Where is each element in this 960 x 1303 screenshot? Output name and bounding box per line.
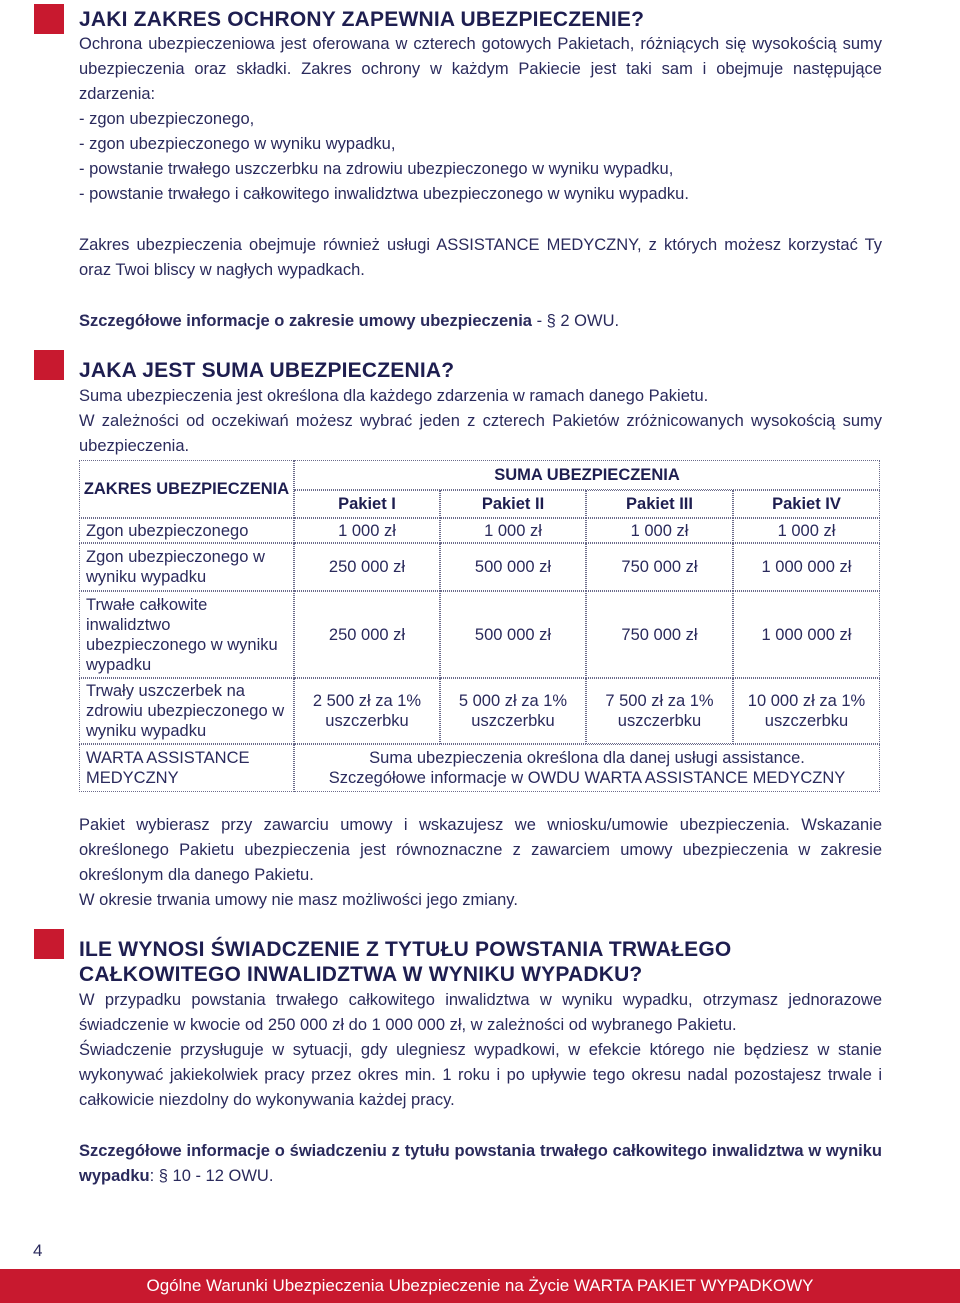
footer-text: Ogólne Warunki Ubezpieczenia Ubezpieczenie na Życie WARTA PAKIET WYPADKOWY — [146, 1276, 814, 1295]
table-cell: 500 000 zł — [440, 543, 586, 591]
list-item: - powstanie trwałego uszczerbku na zdrowiu ubezpieczonego w wyniku wypadku, — [79, 160, 674, 178]
sum-line-2: W zależności od oczekiwań możesz wybrać jeden z czterech Pakietów zróżnicowanych wysokością sumy ubezpieczenia. — [79, 412, 882, 455]
table-cell: 1 000 zł — [733, 518, 880, 543]
package-header-4: Pakiet IV — [733, 490, 880, 518]
table-cell: 750 000 zł — [586, 591, 733, 678]
benefit-section-body — [79, 988, 882, 1113]
package-header-2: Pakiet II — [440, 490, 586, 518]
table-cell: 750 000 zł — [586, 543, 733, 591]
heading-line-2: CAŁKOWITEGO INWALIDZTWA W WYNIKU WYPADKU? — [79, 963, 643, 986]
benefit-paragraph-1: W przypadku powstania trwałego całkowitego inwalidztwa w wyniku wypadku, otrzymasz jednorazowe świadczenie w kwocie od 250 000 zł do 1 000 000 zł, w zależności od wybranego Pakietu. — [79, 991, 882, 1034]
details-ref-text: - § 2 OWU. — [531, 312, 620, 330]
table-cell: 1 000 zł — [586, 518, 733, 543]
assistance-text-1: Suma ubezpieczenia określona dla danej usługi assistance. — [369, 749, 805, 767]
footer-bar — [0, 1269, 960, 1303]
section-marker — [34, 4, 64, 34]
benefit-details-reference — [79, 1139, 882, 1189]
table-cell: 1 000 000 zł — [733, 591, 880, 678]
details-bold-text: Szczegółowe informacje o świadczeniu z tytułu powstania trwałego całkowitego inwalidztwa w wyniku wypadku — [79, 1142, 882, 1185]
table-header-scope: ZAKRES UBEZPIECZENIA — [79, 460, 294, 518]
table-cell: 2 500 zł za 1% uszczerbku — [294, 678, 440, 744]
list-item: - powstanie trwałego i całkowitego inwalidztwa ubezpieczonego w wyniku wypadku. — [79, 185, 689, 203]
section-marker — [34, 350, 64, 380]
assistance-text-2: Szczegółowe informacje w OWDU WARTA ASSISTANCE MEDYCZNY — [328, 769, 846, 787]
package-header-1: Pakiet I — [294, 490, 440, 518]
row-label: Zgon ubezpieczonego w wyniku wypadku — [79, 543, 294, 591]
list-item: - zgon ubezpieczonego w wyniku wypadku, — [79, 135, 396, 153]
row-label: Zgon ubezpieczonego — [79, 518, 294, 543]
section-heading-sum: JAKA JEST SUMA UBEZPIECZENIA? — [79, 359, 455, 382]
details-ref-text: : § 10 - 12 OWU. — [149, 1167, 274, 1185]
row-label: Trwały uszczerbek na zdrowiu ubezpieczonego w wyniku wypadku — [79, 678, 294, 744]
table-cell: 250 000 zł — [294, 591, 440, 678]
list-item: - zgon ubezpieczonego, — [79, 110, 255, 128]
sum-line-1: Suma ubezpieczenia jest określona dla każdego zdarzenia w ramach danego Pakietu. — [79, 387, 709, 405]
package-header-3: Pakiet III — [586, 490, 733, 518]
page-number: 4 — [33, 1241, 43, 1260]
benefit-paragraph-2: Świadczenie przysługuje w sytuacji, gdy ulegniesz wypadkowi, w efekcie którego nie będziesz w stanie wykonywać jakiekolwiek pracy przez okres min. 1 roku i po upływie tego okresu nadal pozostajesz trwale i całkowicie niezdolny do wykonywania każdej pracy. — [79, 1041, 882, 1109]
table-header-sum: SUMA UBEZPIECZENIA — [294, 460, 880, 490]
package-choice-body — [79, 813, 882, 913]
package-choice-paragraph: Pakiet wybierasz przy zawarciu umowy i wskazujesz we wniosku/umowie ubezpieczenia. Wskazanie określonego Pakietu ubezpieczenia jest równoznaczne z zawarciem umowy ubezpieczenia w zakresie określonym dla danego Pakietu. — [79, 816, 882, 884]
section-heading-scope: JAKI ZAKRES OCHRONY ZAPEWNIA UBEZPIECZENIE? — [79, 8, 645, 31]
sum-insured-table — [79, 460, 880, 792]
table-cell: 1 000 zł — [294, 518, 440, 543]
table-cell: 10 000 zł za 1% uszczerbku — [733, 678, 880, 744]
row-label: WARTA ASSISTANCE MEDYCZNY — [79, 744, 294, 792]
table-cell: 7 500 zł za 1% uszczerbku — [586, 678, 733, 744]
scope-details-reference — [79, 309, 882, 334]
assistance-paragraph: Zakres ubezpieczenia obejmuje również usługi ASSISTANCE MEDYCZNY, z których możesz korzystać Ty oraz Twoi bliscy w nagłych wypadkach. — [79, 236, 882, 279]
section-marker — [34, 929, 64, 959]
section-heading-benefit — [79, 937, 731, 987]
table-cell: 500 000 zł — [440, 591, 586, 678]
scope-intro: Ochrona ubezpieczeniowa jest oferowana w czterech gotowych Pakietach, różniących się wysokością sumy ubezpieczenia oraz składki. Zakres ochrony w każdym Pakiecie jest taki sam i obejmuje następujące zdarzenia: — [79, 35, 882, 103]
table-cell: 1 000 000 zł — [733, 543, 880, 591]
scope-events-list — [79, 107, 882, 207]
table-cell: 1 000 zł — [440, 518, 586, 543]
table-cell: 250 000 zł — [294, 543, 440, 591]
heading-line-1: ILE WYNOSI ŚWIADCZENIE Z TYTUŁU POWSTANIA TRWAŁEGO — [79, 938, 732, 961]
table-cell: 5 000 zł za 1% uszczerbku — [440, 678, 586, 744]
row-label: Trwałe całkowite inwalidztwo ubezpieczonego w wyniku wypadku — [79, 591, 294, 678]
sum-section-body — [79, 384, 882, 459]
details-bold-text: Szczegółowe informacje o zakresie umowy ubezpieczenia — [79, 312, 532, 330]
package-change-paragraph: W okresie trwania umowy nie masz możliwości jego zmiany. — [79, 891, 518, 909]
assistance-cell — [294, 744, 880, 792]
scope-section-body — [79, 32, 882, 207]
